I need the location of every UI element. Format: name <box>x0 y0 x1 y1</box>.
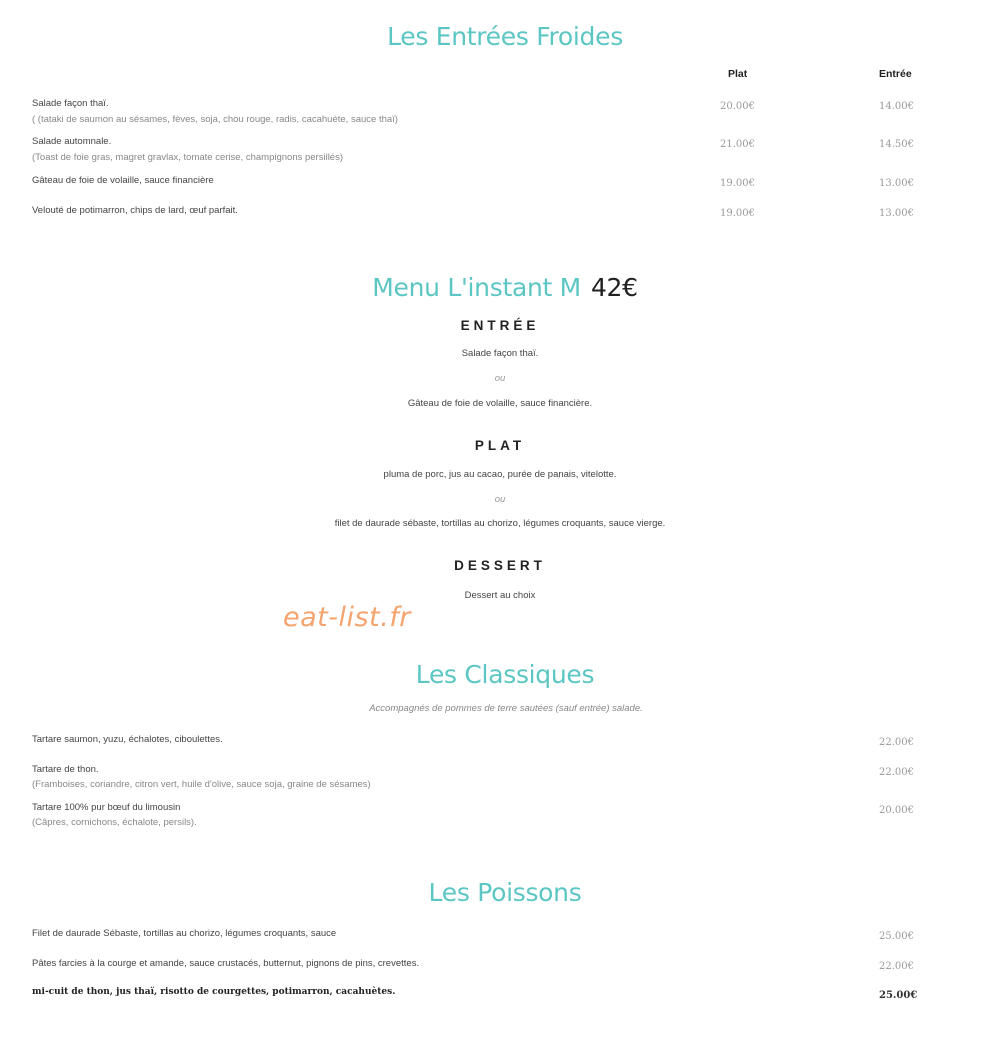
price-entree: 14.50€ <box>879 139 914 150</box>
menu-option: pluma de porc, jus au cacao, purée de panais, vitelotte. <box>383 469 617 480</box>
price: 22.00€ <box>879 961 914 972</box>
price: 25.00€ <box>879 990 918 1001</box>
price: 25.00€ <box>879 931 914 942</box>
menu-option: Salade façon thaï. <box>461 348 539 359</box>
section-title-classiques: Les Classiques <box>415 660 595 689</box>
dish-description: (Toast de foie gras, magret gravlax, tomate cerise, champignons persillés) <box>32 152 343 163</box>
price: 22.00€ <box>879 767 914 778</box>
price: 22.00€ <box>879 737 914 748</box>
menu-course-label-entree: ENTRÉE <box>460 318 540 333</box>
price: 20.00€ <box>879 805 914 816</box>
column-header-plat: Plat <box>728 68 748 80</box>
dish-name: Velouté de potimarron, chips de lard, œuf parfait. <box>32 205 238 216</box>
menu-course-label-plat: PLAT <box>474 438 526 453</box>
price-plat: 21.00€ <box>720 139 755 150</box>
price-entree: 13.00€ <box>879 208 914 219</box>
section-note: Accompagnés de pommes de terre sautées (sauf entrée) salade. <box>369 703 643 714</box>
menu-title: Menu L'instant M <box>372 273 581 302</box>
menu-option: Dessert au choix <box>464 590 536 601</box>
section-title-poissons: Les Poissons <box>428 878 582 907</box>
price-entree: 14.00€ <box>879 101 914 112</box>
dish-name: Tartare 100% pur bœuf du limousin <box>32 802 181 813</box>
price-plat: 20.00€ <box>720 101 755 112</box>
menu-option: Gâteau de foie de volaille, sauce financière. <box>407 398 593 409</box>
dish-name: mi-cuit de thon, jus thaï, risotto de courgettes, potimarron, cacahuètes. <box>32 987 396 997</box>
price-entree: 13.00€ <box>879 178 914 189</box>
watermark: eat-list.fr <box>283 602 411 633</box>
dish-name: Pâtes farcies à la courge et amande, sauce crustacés, butternut, pignons de pins, crevettes. <box>32 958 420 969</box>
dish-name: Salade automnale. <box>32 136 112 147</box>
price-plat: 19.00€ <box>720 178 755 189</box>
menu-or: ou <box>494 373 506 384</box>
dish-name: Tartare de thon. <box>32 764 99 775</box>
column-header-entree: Entrée <box>879 68 912 80</box>
dish-description: (Framboises, coriandre, citron vert, huile d'olive, sauce soja, graine de sésames) <box>32 779 371 790</box>
dish-name: Tartare saumon, yuzu, échalotes, ciboulettes. <box>32 734 223 745</box>
dish-description: (Câpres, cornichons, échalote, persils). <box>32 817 197 828</box>
menu-option: filet de daurade sébaste, tortillas au chorizo, légumes croquants, sauce vierge. <box>334 518 666 529</box>
menu-price: 42€ <box>590 273 638 302</box>
dish-name: Gâteau de foie de volaille, sauce financière <box>32 175 214 186</box>
dish-description: ( (tataki de saumon au sésames, fèves, soja, chou rouge, radis, cacahuète, sauce thaï) <box>32 114 398 125</box>
section-title-menu <box>0 273 989 302</box>
dish-name: Filet de daurade Sébaste, tortillas au chorizo, légumes croquants, sauce <box>32 928 337 939</box>
section-title-entrees-froides: Les Entrées Froides <box>387 22 623 51</box>
price-plat: 19.00€ <box>720 208 755 219</box>
menu-or: ou <box>494 494 506 505</box>
dish-name: Salade façon thaï. <box>32 98 109 109</box>
menu-course-label-dessert: DESSERT <box>454 558 546 573</box>
